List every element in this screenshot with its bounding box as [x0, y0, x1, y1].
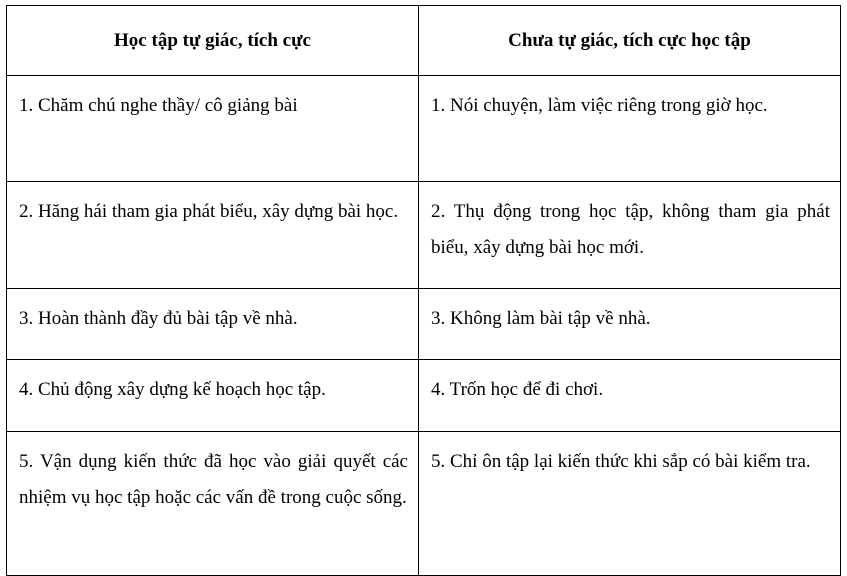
table-cell-passive: 5. Chỉ ôn tập lại kiến thức khi sắp có bài kiểm tra.: [419, 432, 841, 576]
table-cell-passive: 4. Trốn học để đi chơi.: [419, 360, 841, 432]
comparison-table: [6, 5, 841, 576]
table-cell-passive: 1. Nói chuyện, làm việc riêng trong giờ học.: [419, 76, 841, 182]
table-row: [7, 76, 841, 182]
table-cell-passive: 2. Thụ động trong học tập, không tham gia phát biểu, xây dựng bài học mới.: [419, 182, 841, 289]
table-row: [7, 360, 841, 432]
table-cell-active: 2. Hăng hái tham gia phát biểu, xây dựng bài học.: [7, 182, 419, 289]
table-cell-active: 4. Chủ động xây dựng kế hoạch học tập.: [7, 360, 419, 432]
header-passive-learning: Chưa tự giác, tích cực học tập: [419, 6, 841, 76]
header-active-learning: Học tập tự giác, tích cực: [7, 6, 419, 76]
table-row: [7, 432, 841, 576]
table-cell-active: 1. Chăm chú nghe thầy/ cô giảng bài: [7, 76, 419, 182]
header-row: [7, 6, 841, 76]
table-cell-active: 5. Vận dụng kiến thức đã học vào giải quyết các nhiệm vụ học tập hoặc các vấn đề trong cuộc sống.: [7, 432, 419, 576]
table-row: [7, 182, 841, 289]
table-row: [7, 289, 841, 360]
table-cell-passive: 3. Không làm bài tập về nhà.: [419, 289, 841, 360]
table-cell-active: 3. Hoàn thành đầy đủ bài tập về nhà.: [7, 289, 419, 360]
